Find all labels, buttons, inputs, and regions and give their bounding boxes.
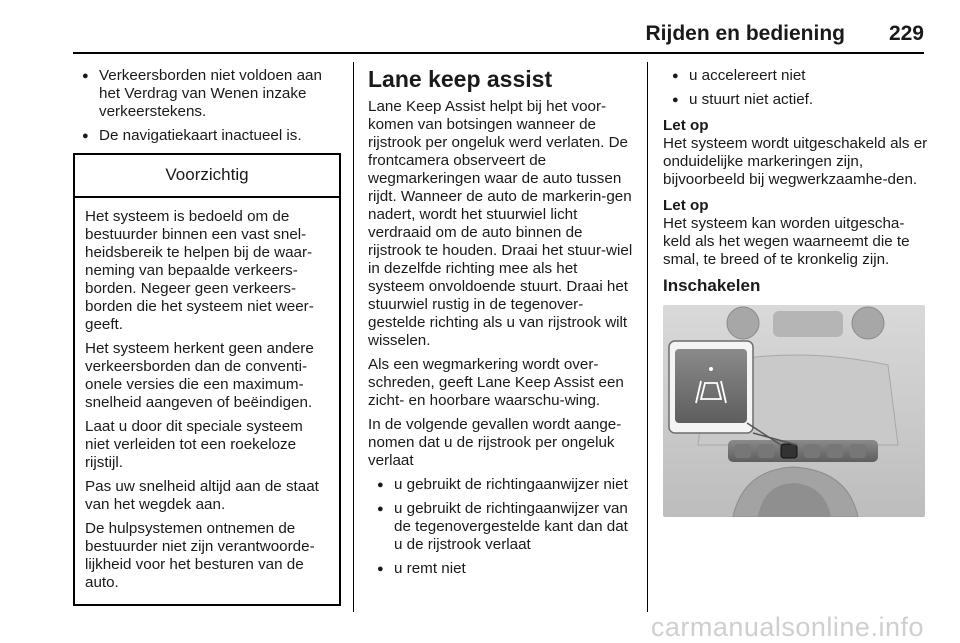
caution-paragraph: Het systeem is bedoeld om de bestuurder binnen een vast snel-heidsbereik te helpen bij de waar-neming van bepaalde verkeers-borden. Negeer geen verkeers-borden die het systeem niet weer-geeft. bbox=[85, 208, 314, 333]
page-number: 229 bbox=[888, 22, 924, 45]
note-label: Let op bbox=[663, 197, 709, 214]
list-item: ● u gebruikt de richtingaanwijzer van de tegenovergestelde kant dan dat u de rijstrook verlaat bbox=[368, 500, 636, 554]
header-rule bbox=[73, 52, 924, 54]
dashboard-photo bbox=[663, 305, 925, 517]
caution-box bbox=[73, 153, 341, 606]
body-paragraph: In de volgende gevallen wordt aange-nomen dat u de rijstrook per ongeluk verlaat bbox=[368, 416, 622, 469]
caution-paragraph: Pas uw snelheid altijd aan de staat van het wegdek aan. bbox=[85, 478, 319, 513]
caution-paragraph: De hulpsystemen ontnemen de bestuurder niet zijn verantwoorde-lijkheid voor het besturen van de auto. bbox=[85, 520, 315, 591]
note-text: Het systeem wordt uitgeschakeld als er onduidelijke markeringen zijn, bijvoorbeeld bij wegwerkzaamhe-den. bbox=[663, 135, 928, 188]
body-paragraph: Als een wegmarkering wordt over-schreden, geeft Lane Keep Assist een zicht- en hoorbare waarschu-wing. bbox=[368, 356, 624, 409]
column-divider-2 bbox=[647, 62, 648, 612]
list-item: ● Verkeersborden niet voldoen aan het Verdrag van Wenen inzake verkeerstekens. bbox=[73, 67, 341, 121]
note-text: Het systeem kan worden uitgescha-keld als het wegen waarneemt die te smal, te breed of te kronkelig zijn. bbox=[663, 215, 910, 268]
note-label: Let op bbox=[663, 117, 709, 134]
section-title: Rijden en bediening bbox=[645, 22, 845, 45]
list-item: ● u remt niet bbox=[368, 560, 636, 578]
column-divider-1 bbox=[353, 62, 354, 612]
body-paragraph: Lane Keep Assist helpt bij het voor-komen van botsingen wanneer de rijstrook per ongeluk werd verlaten. De frontcamera observeert de wegmarkeringen waar de auto tussen rijdt. Wanneer de auto de markerin-gen nadert, wordt het stuurwiel licht verdraaid om de auto binnen de rijstrook te houden. Draai het stuur-wiel in dezelfde richting mee als het systeem onvoldoende stuurt. Draai het stuurwiel rustig in de tegenover-gestelde richting als u van rijstrook wilt wisselen. bbox=[368, 98, 633, 349]
list-item: ● u stuurt niet actief. bbox=[663, 91, 929, 109]
column-2 bbox=[368, 64, 636, 584]
column-3 bbox=[663, 67, 929, 517]
column-1 bbox=[73, 67, 341, 606]
subheading: Inschakelen bbox=[663, 276, 761, 295]
list-item: ● u accelereert niet bbox=[663, 67, 929, 85]
caution-paragraph: Laat u door dit speciale systeem niet verleiden tot een roekeloze rijstijl. bbox=[85, 418, 303, 471]
section-heading: Lane keep assist bbox=[368, 66, 553, 92]
caution-box-title: Voorzichtig bbox=[75, 155, 339, 198]
list-item: ● De navigatiekaart inactueel is. bbox=[73, 127, 341, 145]
list-item: ● u gebruikt de richtingaanwijzer niet bbox=[368, 476, 636, 494]
caution-paragraph: Het systeem herkent geen andere verkeersborden dan de conventi-onele versies die een maximum-snelheid aangeven of beëindigen. bbox=[85, 340, 314, 411]
watermark: carmanualsonline.info bbox=[650, 612, 924, 642]
